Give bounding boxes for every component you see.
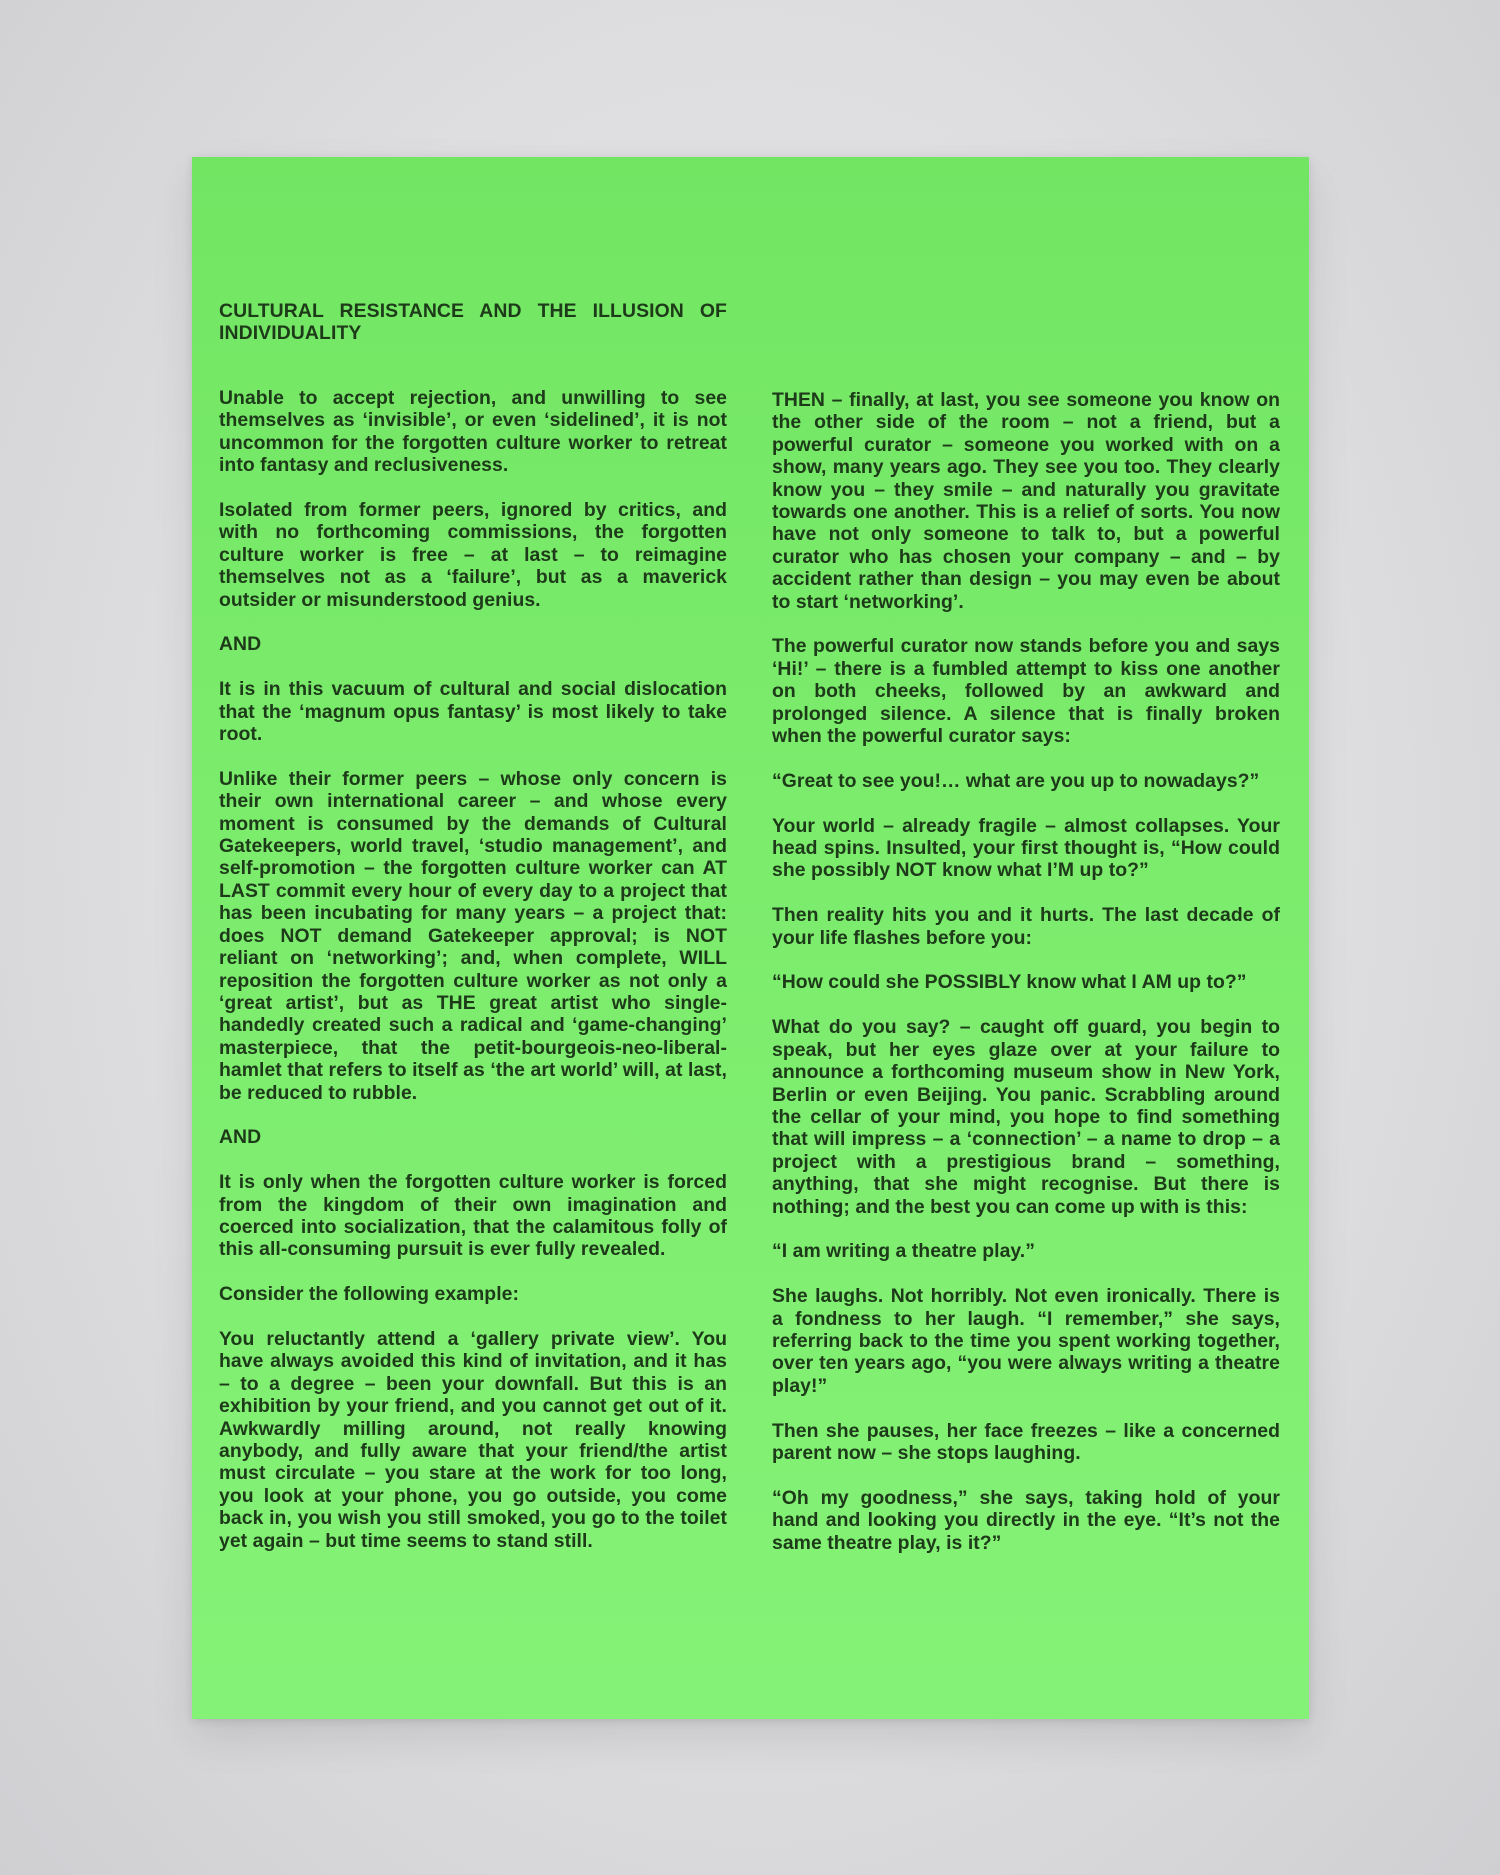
paragraph: She laughs. Not horribly. Not even ironically. There is a fondness to her laugh. “I remember,” she says, referring back to the time you spent working together, over ten years ago, “you were always writing a theatre play!”	[772, 1285, 1280, 1397]
paragraph: AND	[219, 1126, 262, 1149]
printed-sheet	[192, 157, 1309, 1719]
paragraph: Then she pauses, her face freezes – like a concerned parent now – she stops laughing.	[772, 1419, 1280, 1464]
left-column	[219, 387, 727, 1574]
paragraph: Consider the following example:	[219, 1283, 519, 1306]
paragraph: AND	[219, 633, 262, 656]
paragraph: It is only when the forgotten culture worker is forced from the kingdom of their own imagination and coerced into socialization, that the calamitous folly of this all-consuming pursuit is ever fully revealed.	[219, 1171, 727, 1261]
paragraph: It is in this vacuum of cultural and social dislocation that the ‘magnum opus fantasy’ is most likely to take root.	[219, 678, 727, 746]
paragraph: “I am writing a theatre play.”	[772, 1240, 1035, 1263]
paragraph: You reluctantly attend a ‘gallery private view’. You have always avoided this kind of invitation, and it has – to a degree – been your downfall. But this is an exhibition by your friend, and you cannot get out of it. Awkwardly milling around, not really knowing anybody, and fully aware that your friend/the artist must circulate – you stare at the work for too long, you look at your phone, you go outside, you come back in, you wish you still smoked, you go to the toilet yet again – but time seems to stand still.	[219, 1327, 727, 1552]
paragraph: Your world – already fragile – almost collapses. Your head spins. Insulted, your first thought is, “How could she possibly NOT know what I’M up to?”	[772, 814, 1280, 882]
paragraph: Then reality hits you and it hurts. The last decade of your life flashes before you:	[772, 904, 1280, 949]
paragraph: The powerful curator now stands before you and says ‘Hi!’ – there is a fumbled attempt to kiss one another on both cheeks, followed by an awkward and prolonged silence. A silence that is finally broken when the powerful curator says:	[772, 635, 1280, 748]
document-title: CULTURAL RESISTANCE AND THE ILLUSION OF INDIVIDUALITY	[219, 300, 727, 344]
paragraph: “Great to see you!… what are you up to nowadays?”	[772, 769, 1260, 792]
paragraph: What do you say? – caught off guard, you begin to speak, but her eyes glaze over at your failure to announce a forthcoming museum show in New York, Berlin or even Beijing. You panic. Scrabbling around the cellar of your mind, you hope to find something that will impress – a ‘connection’ – a name to drop – a project with a prestigious brand – something, anything, that she might recognise. But there is nothing; and the best you can come up with is this:	[772, 1016, 1280, 1218]
paragraph: Unlike their former peers – whose only concern is their own international career – and whose every moment is consumed by the demands of Cultural Gatekeepers, world travel, ‘studio management’, and self-promotion – the forgotten culture worker can AT LAST commit every hour of every day to a project that has been incubating for many years – a project that: does NOT demand Gatekeeper approval; is NOT reliant on ‘networking’; and, when complete, WILL reposition the forgotten culture worker as not only a ‘great artist’, but as THE great artist who single-handedly created such a radical and ‘game-changing’ masterpiece, that the petit-bourgeois-neo-liberal-hamlet that refers to itself as ‘the art world’ will, at last, be reduced to rubble.	[219, 767, 727, 1104]
paragraph: “How could she POSSIBLY know what I AM up to?”	[772, 971, 1247, 994]
right-column	[772, 389, 1280, 1576]
paragraph: Isolated from former peers, ignored by critics, and with no forthcoming commissions, the forgotten culture worker is free – at last – to reimagine themselves not as a ‘failure’, but as a maverick outsider or misunderstood genius.	[219, 499, 727, 611]
paragraph: Unable to accept rejection, and unwilling to see themselves as ‘invisible’, or even ‘sidelined’, it is not uncommon for the forgotten culture worker to retreat into fantasy and reclusiveness.	[219, 387, 727, 477]
paragraph: THEN – finally, at last, you see someone you know on the other side of the room – not a friend, but a powerful curator – someone you worked with on a show, many years ago. They see you too. They clearly know you – they smile – and naturally you gravitate towards one another. This is a relief of sorts. You now have not only someone to talk to, but a powerful curator who has chosen your company – and – by accident rather than design – you may even be about to start ‘networking’.	[772, 389, 1280, 613]
paragraph: “Oh my goodness,” she says, taking hold of your hand and looking you directly in the eye. “It’s not the same theatre play, is it?”	[772, 1486, 1280, 1554]
